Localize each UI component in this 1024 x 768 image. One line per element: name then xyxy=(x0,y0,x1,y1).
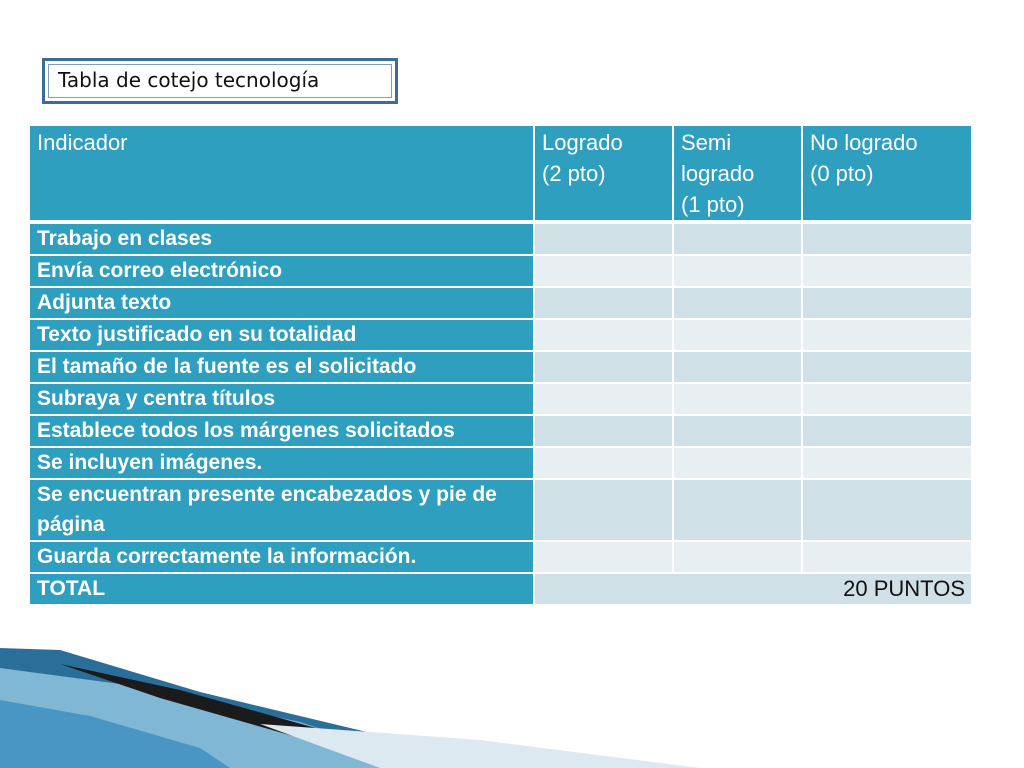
cell-logrado xyxy=(535,288,674,320)
swoosh-blue-band xyxy=(0,648,530,768)
swoosh-pale-band xyxy=(260,724,700,768)
row-label: Se incluyen imágenes. xyxy=(30,448,535,480)
cell-logrado xyxy=(535,416,674,448)
cell-semi-logrado xyxy=(674,384,803,416)
row-label: Establece todos los márgenes solicitados xyxy=(30,416,535,448)
row-label: Se encuentran presente encabezados y pie de página xyxy=(30,480,535,542)
cell-logrado xyxy=(535,320,674,352)
header-indicador: Indicador xyxy=(30,126,535,224)
total-row xyxy=(30,574,971,604)
cell-no-logrado xyxy=(803,416,971,448)
header-no-logrado xyxy=(803,126,971,224)
row-label: El tamaño de la fuente es el solicitado xyxy=(30,352,535,384)
cell-semi-logrado xyxy=(674,448,803,480)
cell-logrado xyxy=(535,480,674,542)
header-no-logrado-text: No logrado (0 pto) xyxy=(810,130,918,186)
table-row xyxy=(30,320,971,352)
table-row xyxy=(30,288,971,320)
table-row xyxy=(30,224,971,256)
cell-no-logrado xyxy=(803,352,971,384)
table-header-row xyxy=(30,126,971,224)
cell-no-logrado xyxy=(803,256,971,288)
row-label: Subraya y centra títulos xyxy=(30,384,535,416)
cell-logrado xyxy=(535,224,674,256)
header-logrado-text: Logrado (2 pto) xyxy=(542,130,623,186)
checklist-table xyxy=(30,126,971,604)
cell-no-logrado xyxy=(803,288,971,320)
cell-no-logrado xyxy=(803,320,971,352)
header-logrado xyxy=(535,126,674,224)
cell-semi-logrado xyxy=(674,224,803,256)
cell-semi-logrado xyxy=(674,320,803,352)
cell-no-logrado xyxy=(803,480,971,542)
cell-no-logrado xyxy=(803,224,971,256)
total-value: 20 PUNTOS xyxy=(535,574,971,604)
slide-title: Tabla de cotejo tecnología xyxy=(48,64,392,98)
table-row xyxy=(30,256,971,288)
cell-no-logrado xyxy=(803,384,971,416)
total-label: TOTAL xyxy=(30,574,535,604)
row-label: Guarda correctamente la información. xyxy=(30,542,535,574)
table-row xyxy=(30,542,971,574)
swoosh-dark-stroke xyxy=(60,664,420,768)
row-label: Envía correo electrónico xyxy=(30,256,535,288)
cell-no-logrado xyxy=(803,542,971,574)
cell-logrado xyxy=(535,384,674,416)
table-row xyxy=(30,416,971,448)
cell-semi-logrado xyxy=(674,416,803,448)
table-row xyxy=(30,384,971,416)
cell-no-logrado xyxy=(803,448,971,480)
header-semi-logrado-text: Semi logrado (1 pto) xyxy=(681,130,755,217)
row-label: Trabajo en clases xyxy=(30,224,535,256)
cell-semi-logrado xyxy=(674,480,803,542)
slide-title-box xyxy=(42,58,398,104)
cell-logrado xyxy=(535,448,674,480)
row-label: Texto justificado en su totalidad xyxy=(30,320,535,352)
cell-semi-logrado xyxy=(674,352,803,384)
header-semi-logrado xyxy=(674,126,803,224)
table-row xyxy=(30,448,971,480)
swoosh-mid-band xyxy=(0,700,230,768)
swoosh-light-band xyxy=(0,668,440,768)
cell-logrado xyxy=(535,256,674,288)
cell-semi-logrado xyxy=(674,256,803,288)
row-label: Adjunta texto xyxy=(30,288,535,320)
table-row xyxy=(30,480,971,542)
table-row xyxy=(30,352,971,384)
cell-logrado xyxy=(535,352,674,384)
cell-logrado xyxy=(535,542,674,574)
cell-semi-logrado xyxy=(674,542,803,574)
cell-semi-logrado xyxy=(674,288,803,320)
